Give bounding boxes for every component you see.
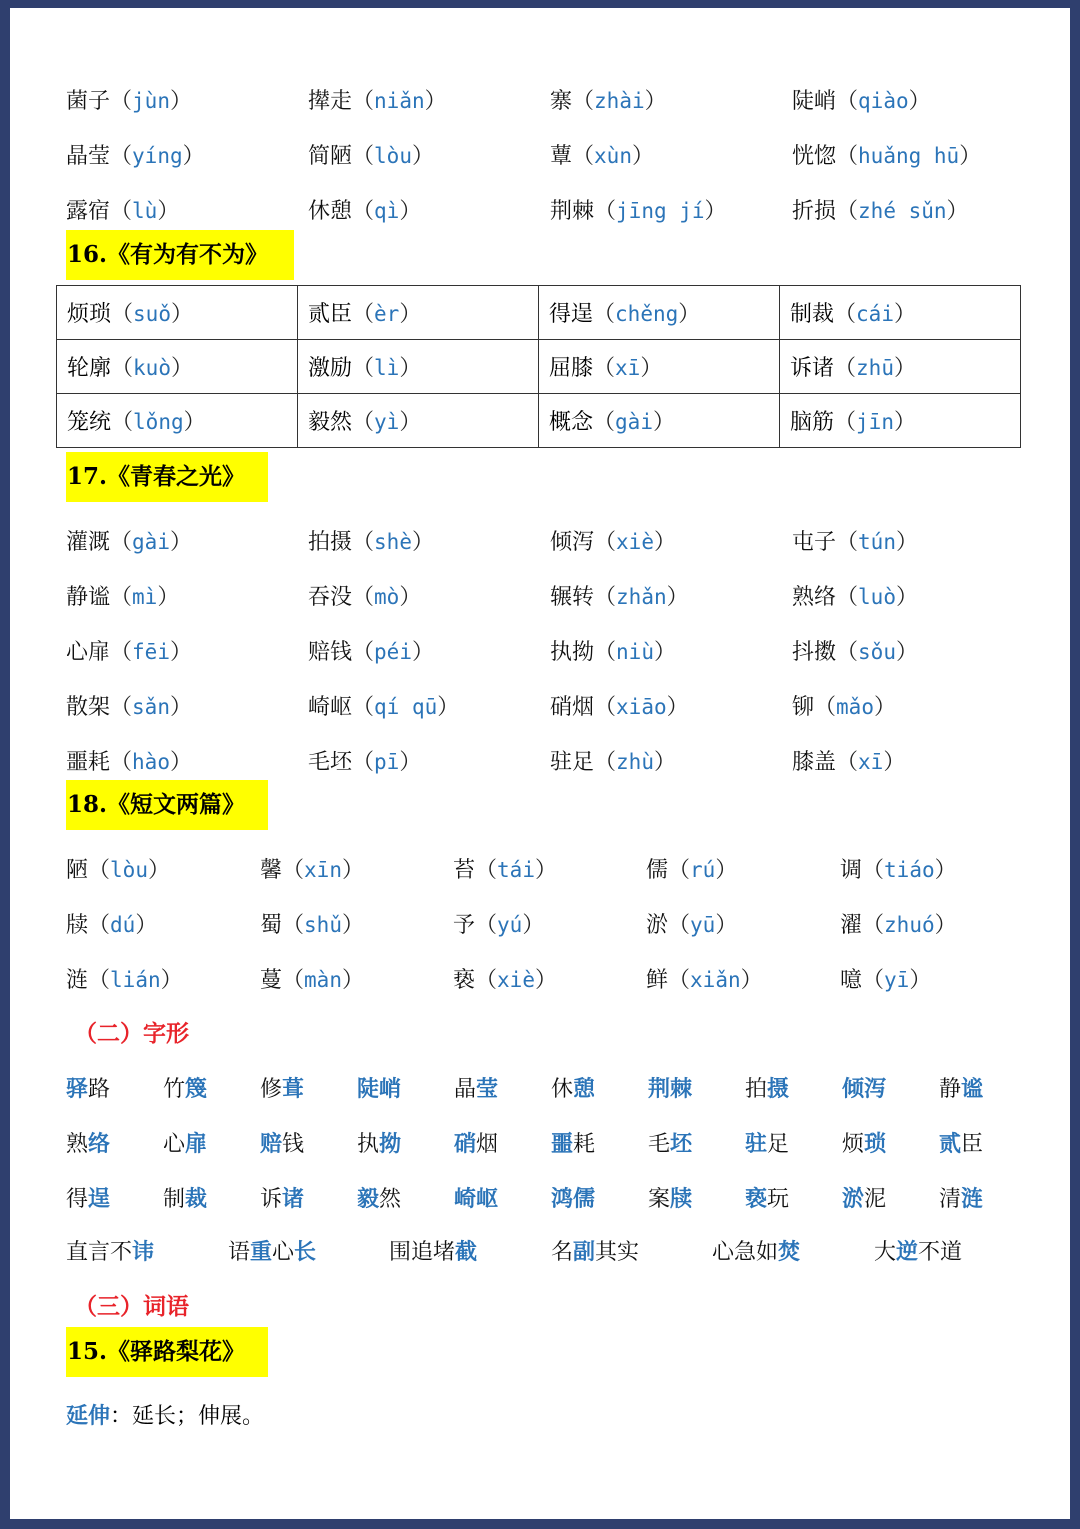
table-cell: 烦琐（suǒ）	[57, 286, 298, 340]
pinyin15-word: 陡峭	[792, 89, 837, 114]
pinyin18-word: 陋	[66, 858, 89, 883]
pinyin15-item: 恍惚（huǎng hū）	[792, 144, 982, 169]
char-shape-item: 心扉	[163, 1131, 208, 1157]
char-shape-item: 休憩	[551, 1076, 596, 1102]
pinyin17-word: 赔钱	[308, 640, 353, 665]
pinyin18-word: 噫	[840, 968, 863, 993]
table-row	[57, 286, 1021, 340]
pinyin15-pinyin: xùn	[594, 144, 632, 168]
pinyin18-row	[10, 905, 1070, 945]
pinyin18-item: 馨（xīn）	[260, 858, 364, 883]
pinyin18-word: 予	[453, 913, 476, 938]
pinyin15-word: 撵走	[308, 89, 353, 114]
char-shape-item: 驻足	[745, 1131, 790, 1157]
pinyin17-item: 吞没（mò）	[308, 585, 422, 610]
pinyin15-pinyin: niǎn	[374, 89, 425, 113]
pinyin16-pinyin: cái	[856, 302, 894, 326]
section-words: （三）词语	[74, 1293, 189, 1320]
pinyin17-pinyin: gài	[132, 530, 170, 554]
pinyin15-pinyin: zhài	[594, 89, 645, 113]
pinyin15-item: 寨（zhài）	[550, 89, 667, 114]
table-cell: 轮廓（kuò）	[57, 340, 298, 394]
pinyin16-pinyin: jīn	[856, 410, 894, 434]
pinyin15-pinyin: zhé sǔn	[858, 199, 947, 223]
pinyin17-word: 静谧	[66, 585, 111, 610]
pinyin16-word: 笼统	[67, 410, 112, 435]
pinyin17-pinyin: hào	[132, 750, 170, 774]
pinyin16-pinyin: zhū	[856, 356, 894, 380]
pinyin17-word: 吞没	[308, 585, 353, 610]
pinyin18-item: 濯（zhuó）	[840, 913, 957, 938]
pinyin18-item: 蜀（shǔ）	[260, 913, 364, 938]
pinyin16-pinyin: lǒng	[133, 410, 184, 434]
char-shape-item: 毛坯	[648, 1131, 693, 1157]
pinyin17-item: 膝盖（xī）	[792, 750, 906, 775]
table-cell: 脑筋（jīn）	[780, 394, 1021, 448]
pinyin17-row	[10, 687, 1070, 727]
pinyin18-word: 淤	[646, 913, 669, 938]
pinyin17-pinyin: zhù	[616, 750, 654, 774]
pinyin16-pinyin: gài	[615, 410, 653, 434]
pinyin15-pinyin: yíng	[132, 144, 183, 168]
heading-15: 15.《驿路梨花》	[66, 1327, 268, 1377]
table-cell: 得逞（chěng）	[539, 286, 780, 340]
pinyin16-word: 烦琐	[67, 302, 112, 327]
pinyin18-item: 噫（yī）	[840, 968, 932, 993]
pinyin17-pinyin: mǎo	[836, 695, 874, 719]
pinyin15-item: 蕈（xùn）	[550, 144, 654, 169]
pinyin17-item: 灌溉（gài）	[66, 530, 192, 555]
pinyin17-pinyin: xī	[858, 750, 884, 774]
char-shape-item: 烦琐	[842, 1131, 887, 1157]
pinyin17-word: 噩耗	[66, 750, 111, 775]
pinyin18-pinyin: màn	[304, 968, 342, 992]
pinyin18-item: 调（tiáo）	[840, 858, 957, 883]
pinyin15-word: 菌子	[66, 89, 111, 114]
pinyin18-item: 苔（tái）	[453, 858, 557, 883]
pinyin17-pinyin: péi	[374, 640, 412, 664]
pinyin17-item: 抖擞（sǒu）	[792, 640, 918, 665]
pinyin17-row	[10, 742, 1070, 782]
pinyin18-pinyin: yī	[884, 968, 910, 992]
table-cell: 毅然（yì）	[298, 394, 539, 448]
heading-17: 17.《青春之光》	[66, 452, 268, 502]
pinyin18-row	[10, 850, 1070, 890]
pinyin16-word: 制裁	[790, 302, 835, 327]
pinyin16-pinyin: suǒ	[133, 302, 171, 326]
char-shape-item: 赔钱	[260, 1131, 305, 1157]
char-shape-row	[10, 1179, 1070, 1219]
pinyin17-item: 赔钱（péi）	[308, 640, 434, 665]
pinyin15-word: 折损	[792, 199, 837, 224]
pinyin17-pinyin: fēi	[132, 640, 170, 664]
pinyin15-pinyin: jùn	[132, 89, 170, 113]
pinyin18-pinyin: yú	[497, 913, 523, 937]
pinyin17-item: 辗转（zhǎn）	[550, 585, 689, 610]
pinyin18-item: 陋（lòu）	[66, 858, 170, 883]
pinyin18-pinyin: xiǎn	[690, 968, 741, 992]
pinyin18-word: 馨	[260, 858, 283, 883]
pinyin17-item: 执拗（niù）	[550, 640, 676, 665]
pinyin15-item: 陡峭（qiào）	[792, 89, 931, 114]
pinyin18-item: 鲜（xiǎn）	[646, 968, 763, 993]
char-shape-item: 修葺	[260, 1076, 305, 1102]
pinyin17-item: 崎岖（qí qū）	[308, 695, 460, 720]
pinyin15-item: 露宿（lù）	[66, 199, 180, 224]
table-cell: 激励（lì）	[298, 340, 539, 394]
char-shape-item: 晶莹	[454, 1076, 499, 1102]
pinyin15-word: 晶莹	[66, 144, 111, 169]
pinyin17-word: 执拗	[550, 640, 595, 665]
pinyin17-item: 屯子（tún）	[792, 530, 918, 555]
pinyin17-word: 铆	[792, 695, 815, 720]
char-shape-item: 诉诸	[260, 1186, 305, 1212]
idiom-item: 心急如焚	[712, 1239, 801, 1265]
pinyin18-pinyin: tái	[497, 858, 535, 882]
pinyin16-word: 脑筋	[790, 410, 835, 435]
pinyin18-item: 予（yú）	[453, 913, 545, 938]
table-row	[57, 394, 1021, 448]
pinyin17-word: 心扉	[66, 640, 111, 665]
pinyin18-item: 淤（yū）	[646, 913, 738, 938]
pinyin17-pinyin: sǒu	[858, 640, 896, 664]
pinyin17-pinyin: mì	[132, 585, 158, 609]
heading-16: 16.《有为有不为》	[66, 230, 294, 280]
pinyin17-pinyin: xiāo	[616, 695, 667, 719]
char-shape-item: 硝烟	[454, 1131, 499, 1157]
pinyin16-pinyin: yì	[374, 410, 400, 434]
pinyin17-row	[10, 632, 1070, 672]
idiom-item: 大逆不道	[874, 1239, 963, 1265]
table-cell: 笼统（lǒng）	[57, 394, 298, 448]
pinyin15-pinyin: lòu	[374, 144, 412, 168]
pinyin17-item: 心扉（fēi）	[66, 640, 192, 665]
char-shape-item: 案牍	[648, 1186, 693, 1212]
pinyin17-word: 硝烟	[550, 695, 595, 720]
table-cell: 概念（gài）	[539, 394, 780, 448]
pinyin17-pinyin: tún	[858, 530, 896, 554]
pinyin17-word: 散架	[66, 695, 111, 720]
pinyin17-pinyin: luò	[858, 585, 896, 609]
pinyin17-row	[10, 522, 1070, 562]
pinyin17-pinyin: shè	[374, 530, 412, 554]
char-shape-item: 毅然	[357, 1186, 402, 1212]
char-shape-item: 驿路	[66, 1076, 111, 1102]
pinyin15-word: 简陋	[308, 144, 353, 169]
pinyin17-word: 熟络	[792, 585, 837, 610]
pinyin17-word: 辗转	[550, 585, 595, 610]
char-shape-item: 清涟	[939, 1186, 984, 1212]
idiom-row	[10, 1232, 1070, 1272]
pinyin15-row	[10, 191, 1070, 231]
pinyin18-pinyin: lián	[110, 968, 161, 992]
word-definition	[66, 1396, 264, 1436]
pinyin16-word: 概念	[549, 410, 594, 435]
pinyin17-item: 硝烟（xiāo）	[550, 695, 689, 720]
document-page	[10, 8, 1070, 1519]
pinyin18-word: 苔	[453, 858, 476, 883]
pinyin17-pinyin: sǎn	[132, 695, 170, 719]
pinyin17-word: 倾泻	[550, 530, 595, 555]
char-shape-row	[10, 1069, 1070, 1109]
pinyin18-pinyin: shǔ	[304, 913, 342, 937]
pinyin17-item: 铆（mǎo）	[792, 695, 896, 720]
pinyin15-pinyin: qì	[374, 199, 400, 223]
pinyin15-word: 荆棘	[550, 199, 595, 224]
char-shape-item: 亵玩	[745, 1186, 790, 1212]
pinyin17-item: 倾泻（xiè）	[550, 530, 676, 555]
pinyin18-word: 亵	[453, 968, 476, 993]
char-shape-item: 得逞	[66, 1186, 111, 1212]
pinyin-table-16	[56, 285, 1021, 448]
pinyin15-item: 折损（zhé sǔn）	[792, 199, 969, 224]
pinyin16-word: 轮廓	[67, 356, 112, 381]
pinyin17-pinyin: pī	[374, 750, 400, 774]
char-shape-item: 陡峭	[357, 1076, 402, 1102]
pinyin18-word: 儒	[646, 858, 669, 883]
pinyin16-word: 贰臣	[308, 302, 353, 327]
pinyin18-item: 牍（dú）	[66, 913, 158, 938]
pinyin15-row	[10, 136, 1070, 176]
pinyin18-pinyin: xiè	[497, 968, 535, 992]
char-shape-row	[10, 1124, 1070, 1164]
pinyin15-row	[10, 81, 1070, 121]
pinyin18-word: 牍	[66, 913, 89, 938]
pinyin16-pinyin: èr	[374, 302, 400, 326]
pinyin17-item: 噩耗（hào）	[66, 750, 192, 775]
pinyin17-word: 毛坯	[308, 750, 353, 775]
pinyin17-word: 崎岖	[308, 695, 353, 720]
pinyin17-word: 拍摄	[308, 530, 353, 555]
char-shape-item: 熟络	[66, 1131, 111, 1157]
pinyin16-word: 诉诸	[790, 356, 835, 381]
pinyin18-pinyin: tiáo	[884, 858, 935, 882]
heading-18: 18.《短文两篇》	[66, 780, 268, 830]
pinyin18-word: 鲜	[646, 968, 669, 993]
pinyin15-word: 露宿	[66, 199, 111, 224]
pinyin18-item: 蔓（màn）	[260, 968, 364, 993]
pinyin18-pinyin: zhuó	[884, 913, 935, 937]
pinyin17-word: 抖擞	[792, 640, 837, 665]
char-shape-item: 倾泻	[842, 1076, 887, 1102]
pinyin18-word: 濯	[840, 913, 863, 938]
def-word: 延伸	[66, 1403, 111, 1429]
pinyin16-pinyin: lì	[374, 356, 400, 380]
pinyin16-pinyin: kuò	[133, 356, 171, 380]
idiom-item: 直言不讳	[66, 1239, 155, 1265]
pinyin17-row	[10, 577, 1070, 617]
pinyin15-item: 菌子（jùn）	[66, 89, 192, 114]
table-cell: 贰臣（èr）	[298, 286, 539, 340]
pinyin18-word: 蔓	[260, 968, 283, 993]
pinyin18-item: 亵（xiè）	[453, 968, 557, 993]
pinyin17-item: 毛坯（pī）	[308, 750, 422, 775]
pinyin15-word: 蕈	[550, 144, 573, 169]
table-row	[57, 340, 1021, 394]
section-char-shape: （二）字形	[74, 1020, 189, 1047]
pinyin17-pinyin: niù	[616, 640, 654, 664]
pinyin18-pinyin: yū	[690, 913, 716, 937]
pinyin15-pinyin: qiào	[858, 89, 909, 113]
char-shape-item: 鸿儒	[551, 1186, 596, 1212]
pinyin18-word: 涟	[66, 968, 89, 993]
pinyin18-pinyin: xīn	[304, 858, 342, 882]
pinyin18-pinyin: rú	[690, 858, 716, 882]
char-shape-item: 崎岖	[454, 1186, 499, 1212]
pinyin16-word: 得逞	[549, 302, 594, 327]
char-shape-item: 竹篾	[163, 1076, 208, 1102]
char-shape-item: 静谧	[939, 1076, 984, 1102]
pinyin16-pinyin: xī	[615, 356, 641, 380]
char-shape-item: 制裁	[163, 1186, 208, 1212]
pinyin15-pinyin: huǎng hū	[858, 144, 960, 168]
pinyin15-item: 晶莹（yíng）	[66, 144, 205, 169]
pinyin17-item: 拍摄（shè）	[308, 530, 434, 555]
char-shape-item: 贰臣	[939, 1131, 984, 1157]
pinyin18-word: 调	[840, 858, 863, 883]
pinyin16-pinyin: chěng	[615, 302, 679, 326]
pinyin18-word: 蜀	[260, 913, 283, 938]
pinyin16-word: 屈膝	[549, 356, 594, 381]
pinyin17-pinyin: mò	[374, 585, 400, 609]
pinyin17-item: 散架（sǎn）	[66, 695, 192, 720]
pinyin15-item: 休憩（qì）	[308, 199, 422, 224]
table-cell: 诉诸（zhū）	[780, 340, 1021, 394]
pinyin18-item: 儒（rú）	[646, 858, 738, 883]
idiom-item: 围追堵截	[389, 1239, 478, 1265]
char-shape-item: 淤泥	[842, 1186, 887, 1212]
pinyin15-word: 寨	[550, 89, 573, 114]
pinyin17-pinyin: xiè	[616, 530, 654, 554]
pinyin18-pinyin: lòu	[110, 858, 148, 882]
char-shape-item: 噩耗	[551, 1131, 596, 1157]
pinyin17-item: 静谧（mì）	[66, 585, 180, 610]
pinyin17-word: 膝盖	[792, 750, 837, 775]
pinyin15-item: 撵走（niǎn）	[308, 89, 447, 114]
pinyin18-item: 涟（lián）	[66, 968, 183, 993]
pinyin15-item: 简陋（lòu）	[308, 144, 434, 169]
pinyin18-pinyin: dú	[110, 913, 136, 937]
idiom-item: 名副其实	[551, 1239, 640, 1265]
table-cell: 屈膝（xī）	[539, 340, 780, 394]
pinyin16-word: 毅然	[308, 410, 353, 435]
pinyin15-pinyin: jīng jí	[616, 199, 705, 223]
pinyin17-word: 驻足	[550, 750, 595, 775]
pinyin17-word: 灌溉	[66, 530, 111, 555]
pinyin18-row	[10, 960, 1070, 1000]
pinyin16-word: 激励	[308, 356, 353, 381]
pinyin17-pinyin: qí qū	[374, 695, 438, 719]
pinyin17-item: 熟络（luò）	[792, 585, 918, 610]
pinyin17-word: 屯子	[792, 530, 837, 555]
char-shape-item: 荆棘	[648, 1076, 693, 1102]
pinyin17-item: 驻足（zhù）	[550, 750, 676, 775]
pinyin15-pinyin: lù	[132, 199, 158, 223]
pinyin17-pinyin: zhǎn	[616, 585, 667, 609]
pinyin15-item: 荆棘（jīng jí）	[550, 199, 727, 224]
table-cell: 制裁（cái）	[780, 286, 1021, 340]
idiom-item: 语重心长	[228, 1239, 317, 1265]
def-text: ：延长；伸展。	[110, 1404, 265, 1429]
pinyin15-word: 恍惚	[792, 144, 837, 169]
pinyin15-word: 休憩	[308, 199, 353, 224]
char-shape-item: 执拗	[357, 1131, 402, 1157]
char-shape-item: 拍摄	[745, 1076, 790, 1102]
